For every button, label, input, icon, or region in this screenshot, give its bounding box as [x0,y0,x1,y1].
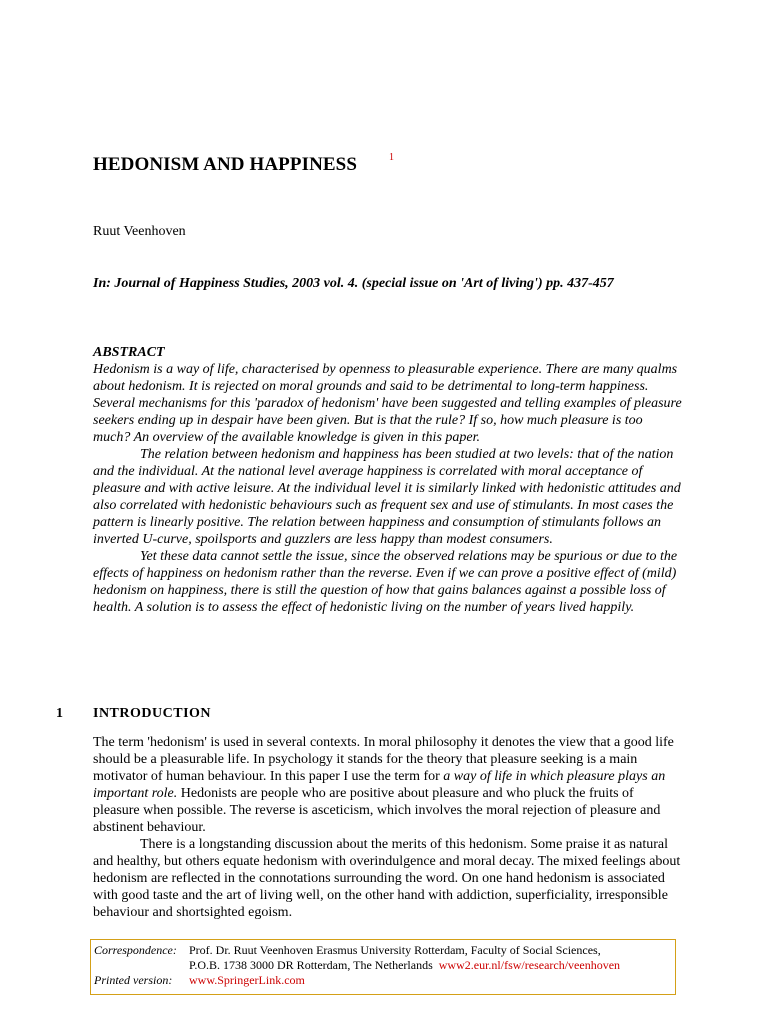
intro-paragraph [93,734,683,836]
paper-title: HEDONISM AND HAPPINESS [93,154,358,175]
author-name: Ruut Veenhoven [93,224,186,239]
intro-text: Hedonists are people who are positive about pleasure and who pluck the fruits of pleasure when possible. The reverse is asceticism, which involves the moral rejection of pleasure and abstinent behaviour. [93,786,661,835]
introduction-body [93,734,683,921]
abstract-paragraph: Yet these data cannot settle the issue, since the observed relations may be spurious or due to the effects of happiness on hedonism rather than the reverse. Even if we can prove a positive effect of (mild) hedonism on happiness, there is still the question of how that gains balances against a possible loss of health. A solution is to assess the effect of hedonistic living on the number of years lived happily. [93,549,678,615]
intro-text: The term 'hedonism' is used in several contexts. In moral philosophy it denotes the view that a good life should be a pleasurable life. In psychology it stands for the theory that pleasure seeking is a main motivator of human behaviour. In this paper I use the term for [93,735,674,784]
abstract-paragraph: The relation between hedonism and happiness has been studied at two levels: that of the nation and the individual. At the national level average happiness is correlated with moral acceptance of pleasure and with active leisure. At the individual level it is similarly linked with hedonistic attitudes and also correlated with hedonistic behaviours such as frequent sex and use of stimulants. In most cases the pattern is linearly positive. The relation between happiness and consumption of stimulants follows an inverted U-curve, spoilsports and guzzlers are less happy than modest consumers. [93,447,681,547]
section-number: 1 [56,706,63,721]
correspondence-label: Correspondence: [94,943,177,957]
springerlink-link[interactable]: www.SpringerLink.com [189,973,305,987]
printed-label: Printed version: [94,973,173,987]
correspondence-row [94,959,620,973]
printed-row [94,974,305,988]
footnote-marker[interactable]: 1 [389,152,394,163]
correspondence-address: P.O.B. 1738 3000 DR Rotterdam, The Netherlands [189,958,433,972]
correspondence-link[interactable]: www2.eur.nl/fsw/research/veenhoven [438,958,621,972]
correspondence-row [94,944,601,958]
abstract-paragraph: Hedonism is a way of life, characterised by openness to pleasurable experience. There are many qualms about hedonism. It is rejected on moral grounds and said to be detrimental to long-term happiness. Several mechanisms for this 'paradox of hedonism' have been suggested and telling examples of pleasure seekers ending up in despair have been given. But is that the rule? If so, how much pleasure is too much? An overview of the available knowledge is given in this paper. [93,362,682,445]
intro-emphasis: a way of life in which pleasure plays an important role. [93,769,666,801]
intro-paragraph: There is a longstanding discussion about the merits of this hedonism. Some praise it as natural and healthy, but others equate hedonism with overindulgence and moral decay. The mixed feelings about hedonism are reflected in the connotations surrounding the word. On one hand hedonism is associated with good taste and the art of living well, on the other hand with addiction, superficiality, irresponsible behaviour and shortsighted egoism. [93,837,681,920]
abstract-heading: ABSTRACT [93,345,165,360]
abstract-block [93,344,683,616]
correspondence-box [90,939,676,995]
correspondence-address: Prof. Dr. Ruut Veenhoven Erasmus University Rotterdam, Faculty of Social Sciences, [189,943,601,957]
section-title: INTRODUCTION [93,706,212,721]
journal-citation: In: Journal of Happiness Studies, 2003 vol. 4. (special issue on 'Art of living') pp. 437-457 [93,276,614,291]
